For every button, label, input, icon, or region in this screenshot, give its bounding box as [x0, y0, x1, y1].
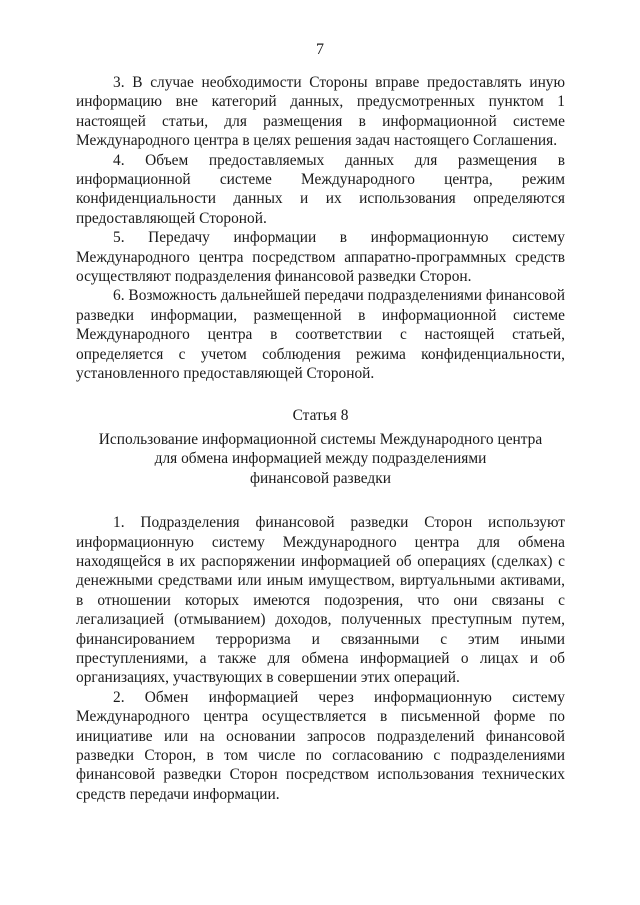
article-heading: Статья 8: [292, 406, 349, 424]
page-number: 7: [316, 41, 324, 58]
paragraph-4: 4. Объем предоставляемых данных для размещения в информационной системе Международного центра, режим конфиденциальности данных и их использования определяются предоставляющей Стороной.: [76, 151, 565, 227]
paragraph-3: 3. В случае необходимости Стороны вправе предоставлять иную информацию вне категорий данных, предусмотренных пунктом 1 настоящей статьи, для размещения в информационной системе Международного центра в целях решения задач настоящего Соглашения.: [76, 74, 565, 150]
paragraph-5: 5. Передачу информации в информационную систему Международного центра посредством аппаратно-программных средств осуществляют подразделения финансовой разведки Сторон.: [76, 229, 565, 286]
article-8-paragraph-1: 1. Подразделения финансовой разведки Сторон используют информационную систему Международного центра для обмена находящейся в их распоряжении информацией об операциях (сделках) с денежными средствами или иным имуществом, виртуальными активами, в отношении которых имеются подозрения, что они связаны с легализацией (отмыванием) доходов, полученных преступным путем, финансированием терроризма и связанными с этим иными преступлениями, а также для обмена информацией о лицах и об организациях, участвующих в совершении этих операций.: [76, 514, 565, 687]
paragraph-6: 6. Возможность дальнейшей передачи подразделениями финансовой разведки информации, размещенной в информационной системе Международного центра в соответствии с настоящей статьей, определяется с учетом соблюдения режима конфиденциальности, установленного предоставляющей Стороной.: [76, 287, 565, 383]
article-8-paragraph-2: 2. Обмен информацией через информационную систему Международного центра осуществляется в письменной форме по инициативе или на основании запросов подразделений финансовой разведки Сторон, в том числе по согласованию с подразделениями финансовой разведки Сторон посредством использования технических средств передачи информации.: [76, 688, 565, 803]
article-title-line: Использование информационной системы Международного центра: [98, 430, 543, 448]
article-title-line: финансовой разведки: [250, 469, 391, 487]
article-title-line: для обмена информацией между подразделениями: [154, 450, 487, 468]
document-body: [76, 73, 565, 804]
article-title: [76, 430, 565, 488]
